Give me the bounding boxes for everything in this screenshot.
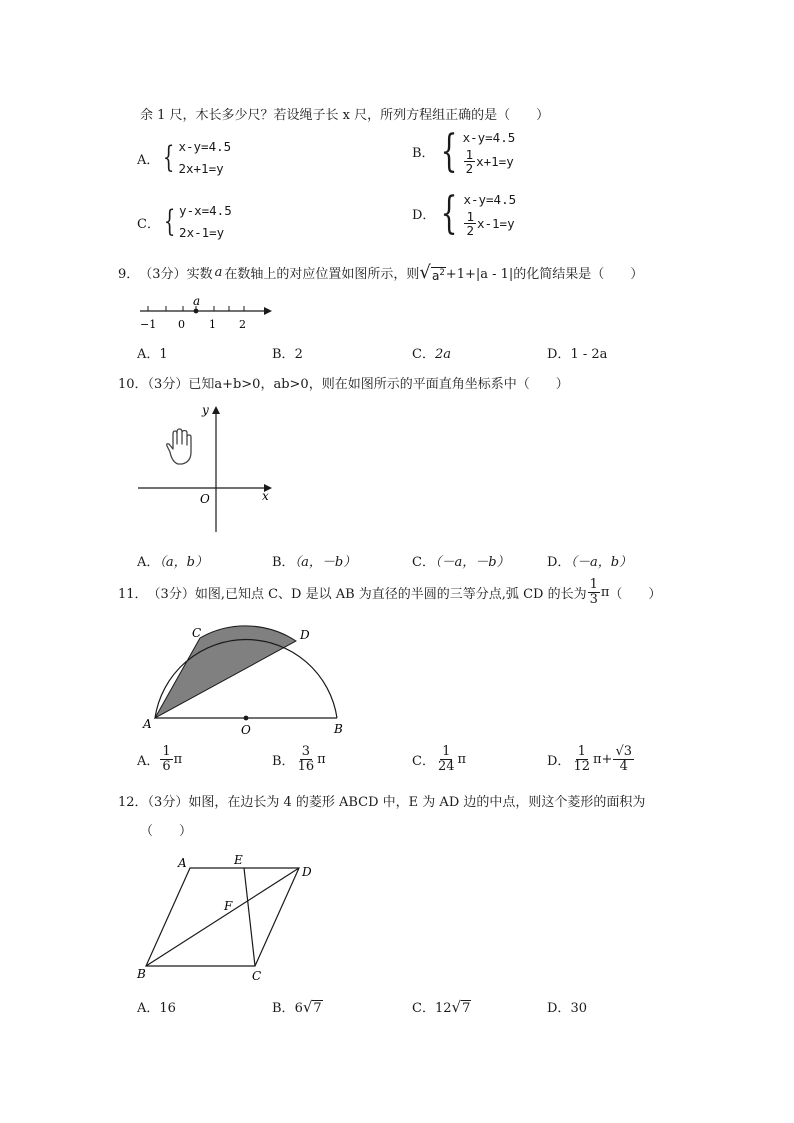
sqrt-expression: √ $a^2$ xyxy=(419,262,445,283)
equation: y-x=4.5 xyxy=(179,203,232,218)
tick-label: 1 xyxy=(209,318,216,331)
point-f-label: F xyxy=(224,899,233,913)
segment-ec xyxy=(244,868,255,966)
equation: 2x-1=y xyxy=(179,225,225,240)
y-label: y xyxy=(202,403,209,417)
q8-option-c: C． { y-x=4.5 2x-1=y xyxy=(137,200,232,244)
point-b-label: B xyxy=(334,722,343,736)
q10-option-a: A．（a，b） xyxy=(137,555,208,570)
center-o xyxy=(244,716,249,721)
option-label: B． xyxy=(412,146,435,162)
equation: 2x+1=y xyxy=(178,161,224,176)
q11-option-b: B． $\frac{3}{16}$ π xyxy=(272,744,326,774)
fraction: $\frac{1}{2}$ xyxy=(466,209,474,239)
q9-option-a: A．1 xyxy=(137,347,168,362)
question-number: 10． xyxy=(118,377,148,392)
q12-option-c: C． 12 √ 7 xyxy=(412,998,471,1016)
fraction: $\frac{1}{3}$ xyxy=(589,577,598,607)
q9-option-c: C．2a xyxy=(412,347,451,362)
tick-label: 0 xyxy=(178,318,185,331)
option-label: A． xyxy=(137,152,160,168)
point-c-label: C xyxy=(252,969,262,983)
q10-coordinate-plane xyxy=(136,400,286,535)
question-score: （3分） xyxy=(147,795,189,810)
point-a-label: a xyxy=(193,294,201,308)
q11-stem: 11． （3分） 如图,已知点 C、D 是以 AB 为直径的半圆的三等分点,弧 CD 的长为 $\frac{1}{3}$ π （ ） xyxy=(118,577,662,607)
q8-stem-tail: 余 1 尺，木长多少尺？若设绳子长 x 尺，所列方程组正确的是（ ） xyxy=(140,108,550,123)
q10-option-c: C．（－a，－b） xyxy=(412,555,510,570)
equation: x-1=y xyxy=(476,216,515,232)
q12-option-d: D．30 xyxy=(547,1001,587,1016)
question-score: （3分） xyxy=(147,586,195,602)
origin-label: O xyxy=(200,492,210,506)
arrow-head xyxy=(264,307,272,315)
y-arrow xyxy=(212,406,220,414)
q8-option-d: D． { x-y=4.5 $\frac{1}{2}$ x-1=y xyxy=(412,187,517,239)
q11-semicircle-figure xyxy=(140,618,360,740)
equation: x-y=4.5 xyxy=(463,192,517,207)
q12-stem: 12．（3分）如图，在边长为 4 的菱形 ABCD 中，E 为 AD 边的中点，则这个菱形的面积为 xyxy=(118,795,646,810)
question-score: （3分） xyxy=(139,267,187,282)
point-b-label: B xyxy=(137,967,146,981)
equation: x-y=4.5 xyxy=(178,139,232,154)
fraction: $\frac{1}{2}$ xyxy=(465,147,474,177)
q8-option-b: B． { x-y=4.5 $\frac{1}{2}$ x+1=y xyxy=(412,125,516,177)
point-d-label: D xyxy=(300,628,310,642)
point-d-label: D xyxy=(302,865,312,879)
q10-option-d: D．（－a，b） xyxy=(547,555,633,570)
q11-option-c: C． $\frac{1}{24}$ π xyxy=(412,744,467,774)
q12-option-a: A．16 xyxy=(137,1001,176,1016)
point-o-label: O xyxy=(241,723,251,737)
question-number: 12． xyxy=(118,795,148,810)
point-e-label: E xyxy=(234,853,243,867)
hand-icon xyxy=(167,429,191,464)
question-number: 9． xyxy=(118,267,140,282)
q9-number-line xyxy=(136,293,276,333)
q10-option-b: B．（a，－b） xyxy=(272,555,357,570)
option-label: C． xyxy=(137,216,160,232)
q8-option-a: A． { x-y=4.5 2x+1=y xyxy=(137,136,231,180)
q12-option-b: B． 6 √ 7 xyxy=(272,998,322,1016)
equation: x-y=4.5 xyxy=(462,130,516,145)
question-number: 11． xyxy=(118,586,148,602)
q12-stem-tail: （ ） xyxy=(140,824,193,839)
q12-rhombus-figure xyxy=(134,850,324,985)
option-label: D． xyxy=(412,208,436,224)
question-score: （3分） xyxy=(147,377,189,392)
q11-option-a: A． $\frac{1}{6}$ π xyxy=(137,744,183,774)
equation: x+1=y xyxy=(476,154,514,170)
point-a-label: A xyxy=(178,856,187,870)
q9-option-d: D．1 - 2a xyxy=(547,347,608,362)
q11-options xyxy=(137,745,697,779)
q11-option-d: D． $\frac{1}{12}$ π + $\frac{√3}{4}$ xyxy=(547,744,632,774)
point-c-label: C xyxy=(192,626,202,640)
point-a xyxy=(194,309,199,314)
tick-label: −1 xyxy=(140,318,157,331)
tick-label: 2 xyxy=(239,318,246,331)
q9-stem: 9． （3分） 实数 a 在数轴上的对应位置如图所示，则 √ $a^2$ +1+|a - 1|的化简结果是（ ） xyxy=(118,262,644,283)
diagonal-bd xyxy=(146,868,299,966)
point-a-label: A xyxy=(143,717,152,731)
q10-stem: 10．（3分）已知a+b>0，ab>0，则在如图所示的平面直角坐标系中（ ） xyxy=(118,377,569,392)
q9-option-b: B．2 xyxy=(272,347,303,362)
x-label: x xyxy=(262,489,269,503)
